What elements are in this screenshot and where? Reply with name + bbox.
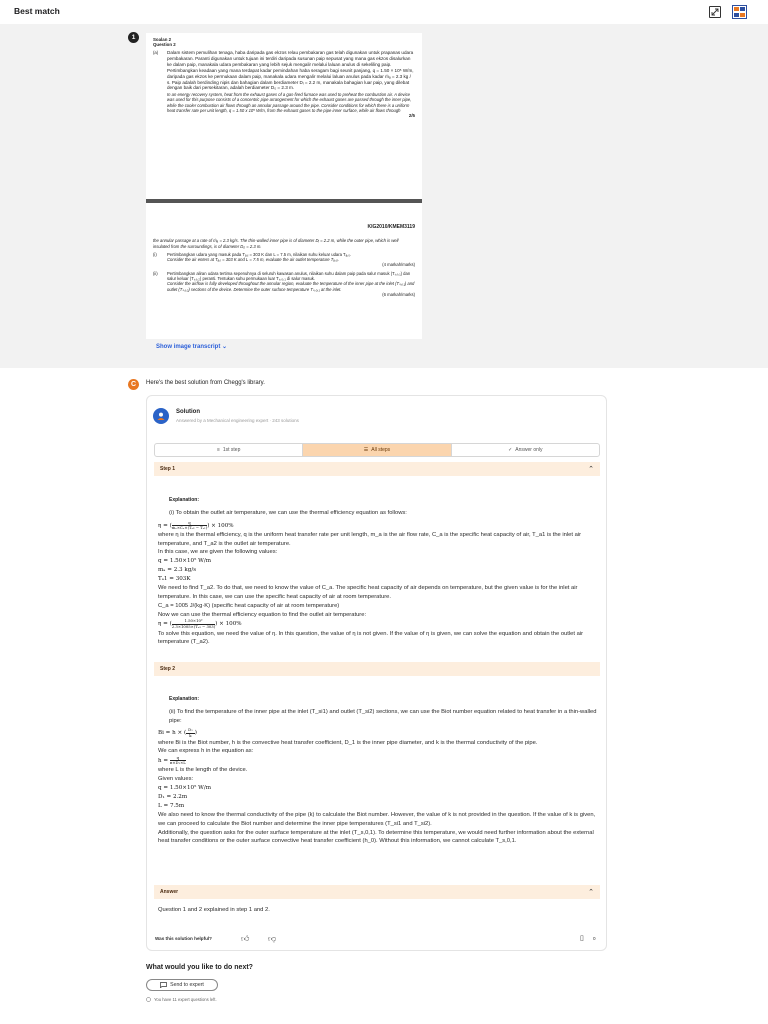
tab-all-steps[interactable]: ☰ All steps [303,444,451,456]
subpart-i-label: (i) [153,251,157,257]
helpful-prompt: Was this solution helpful? [155,936,212,941]
subpart-i-marks: (4 markah/marks) [382,262,415,268]
subpart-i-en: Consider the air enters at Tₐ,ᵢ = 303 K and L = 7.5 m, evaluate the air outlet temperature Tₐ,₀. [167,257,339,263]
solution-title: Solution [176,409,200,415]
answer-body: Question 1 and 2 explained in step 1 and 2. [158,907,270,913]
sheet2-intro: the annular passage at a rate of ṁₐ = 2.3 kg/s. The thin-walled inner pipe is of diameter Dᵢ = 2.2 m, while the outer pipe, which is well insulated from the surroundings, is of diameter D₀ = 2.3 m. [153,238,399,249]
send-icon [160,982,167,988]
chevron-up-icon: ⌃ [588,889,594,896]
subpart-ii-ms: Pertimbangkan aliran udara tertima sepenuhnya di seluruh kawasan anulus, nilaikan suhu dalam paip pada salur masuk (Tₛ,ᵢ,₁) dan salur keluar (Tₛ,ᵢ,₂) peranti. Tentukan suhu permukaan luar Tₛ,₀,₁ di salur masuk. [167,270,411,282]
explanation-label: Explanation: [169,497,200,503]
question-sheet-1 [146,33,422,199]
page-number: 2/5 [408,112,415,118]
step-view-tabs [154,443,600,457]
step-2-header[interactable]: Step 2 [154,662,600,676]
subpart-ii-marks: (6 markah/marks) [382,291,415,297]
chevron-up-icon: ⌃ [588,466,594,473]
question-number-badge: 1 [128,32,139,43]
show-transcript-link[interactable] [156,343,227,350]
chevron-down-icon: ⌄ [222,344,228,350]
question-heading-ms: Soalan 2 [153,37,172,42]
expand-button[interactable] [709,6,721,18]
bookmark-count: 0 [593,936,596,941]
biot-equation: Bi = h × ( $\frac{\text{D₁}}{k}$ ) [158,727,197,738]
part-label: (a) [153,50,159,55]
solution-subtitle: Answered by a Mechanical engineering expert · 243 solutions [176,418,299,423]
list-icon: ≡ [216,447,220,453]
chegg-logo-icon: C [128,379,139,390]
step-1-header[interactable]: Step 1 ⌃ [154,462,600,476]
send-to-expert-button[interactable]: Send to expert [146,979,218,991]
efficiency-equation: η = ( $\frac{q}{\text{ṁₐ×Cₐ×(Tₐ₂ − Tₐ₁)}}$ ) × 100% [158,519,234,530]
subpart-i-ms: Pertimbangkan udara yang masuk pada Tₐ,ᵢ = 303 K dan L = 7.5 m, nilaikan suhu keluar udara Tₐ,₀. [167,251,352,257]
page-title: Best match [14,6,60,16]
grid-icon[interactable] [732,5,747,19]
question-text-en: In an energy recovery system, heat from the exhaust gases of a gas-fired furnace was used to preheat the combustion air. A device was used for this purpose consists of a concentric pipe arrangement for which the exhaust gases are passed through the inner pipe, while the cooler combustion air flows through an annular passage around the pipe. Consider conditions for which there is a uniform heat transfer rate per unit length, q = 1.50 x 10⁵ W/m, from the exhaust gases to the pipe inner surface, while air flows through [167,92,412,113]
course-code: KIG2010/KMEM3119 [367,224,415,230]
question-heading-en: Question 2 [153,42,176,47]
thumbs-down-icon[interactable]: 👎︎ [268,934,277,943]
answer-intro: Here's the best solution from Chegg's library. [146,380,265,386]
next-actions-heading: What would you like to do next? [146,964,253,971]
step-1-body: Explanation: (i) To obtain the outlet air temperature, we can use the thermal efficiency equation as follows: η = ( $\frac{q}{\text{ṁₐ×Cₐ×(Tₐ₂ − Tₐ₁)}}$ ) × 100% where η is the thermal efficiency, q is the uniform heat transfer rate per unit length, m_a is the air flow rate, C_a is the specific heat capacity of air, T_a1 is the inlet air temperature, and T_a2 is the outlet air temperature. In this case, we are given the following values: q = 1.50×10⁵ W/m mₐ = 2.3 kg/s Tₐ1 = 303K We need to find T_a2. To do that, we need to know the value of C_a. The specific heat capacity of air depends on temperature, but the given value is for the inlet air temperature. In this case, we can use the specific heat capacity of air at room temperature. C_a = 1005 J/(kg·K) (specific heat capacity of air at room temperature) Now we can use the thermal efficiency equation to find the outlet air temperature: η = ( $\frac{\text{1.50×10⁵}}{\text{2.3×1005×(Tₐ₂ − 303)}}$ ) × 100% To solve this equation, we need the value of η. In this question, the value of η is not given. If the value of η is given, we can solve the equation and obtain the outlet air temperature (T_a2). [158,496,598,647]
expert-avatar [153,408,169,424]
info-icon [146,997,151,1002]
expert-questions-remaining: You have 11 expert questions left. [146,997,217,1002]
answer-header[interactable]: Answer ⌃ [154,885,600,899]
question-sheet-2 [146,203,422,339]
efficiency-equation-substituted: η = ( $\frac{\text{1.50×10⁵}}{\text{2.3×1005×(Tₐ₂ − 303)}}$ ) × 100% [158,618,242,629]
transcript-link-label: Show image transcript [156,344,221,350]
expert-icon [156,411,166,421]
tab-first-step[interactable]: ≡ 1st step [155,444,303,456]
question-image [146,33,422,339]
thumbs-up-icon[interactable]: 👍︎ [241,934,250,943]
subpart-ii-label: (ii) [153,270,158,276]
explanation-label: Explanation: [169,696,200,702]
solution-card [146,395,607,951]
check-icon: ✓ [508,447,513,453]
step-2-body: Explanation: (ii) To find the temperature of the inner pipe at the inlet (T_si1) and outlet (T_si2) sections, we can use the Biot number equation related to heat transfer in a thin-walled pipe: Bi = h × ( $\frac{\text{D₁}}{k}$ ) where Bi is the Biot number, h is the convective heat transfer coefficient, D_1 is the inner pipe diameter, and k is the thermal conductivity of the pipe. We can express h in the equation as: h = $\frac{q}{\text{π×D₁×L}}$ where L is the length of the device. Given values: q = 1.50×10⁵ W/m D₁ = 2.2m L = 7.5m We also need to know the thermal conductivity of the pipe (k) to calculate the Biot number. However, the value of k is not provided in the question. If the value of k is given, we can proceed to calculate the Biot number and determine the inner pipe temperatures (T_si1 and T_si2). Additionally, the question asks for the outer surface temperature at the inlet (T_s,0,1). To determine this temperature, we would need further information about the external heat transfer conditions or the outer surface convective heat transfer coefficient (h_0). Without this information, we cannot calculate T_s,0,1. [158,696,597,845]
top-bar [0,0,768,24]
question-text-ms: Dalam sistem pemulihan tenaga, haba daripada gas ekzos relau pembakaran gas telah digunakan untuk prapanas udara pembakaran. Paranti digunakan untuk tujuan ini terdiri daripada susunan paip sepusat yang mana gas ekzos disalurkan ke dalam paip, manakala udara pembakaran yang lebih sejuk mengalir melalui laluan anulus di sekeliling paip. Pertimbangkan keadaan yang mana terdapat kadar pemindahan haba seragam bagi seunit panjang, q = 1.50 × 10⁵ W/m, daripada gas ekzos ke permukaan dalam paip, manakala udara mengalir melalui laluan anulus pada kadar ṁₐ = 2.3 kg / s. Paip adalah berdinding nipis dan bahagian dalam berdiameter Dᵢ = 2.2 m, manakala bahagian luar paip, yang dilebat dengan baik dari persekitaran, adalah berdiameter D₀ = 2.3 m. [167,50,414,91]
subpart-ii-en: Consider the airflow is fully developed throughout the annular region, evaluate the temperature of the inner pipe at the inlet (Tₛ,ᵢ,₁) and outlet (Tₛ,ᵢ,₂) sections of the device. Determine the outer surface temperature Tₛ,₀,₁ at the inlet. [167,281,415,292]
expand-icon [711,8,719,16]
bookmark-icon[interactable]: ▯ [580,935,584,942]
h-equation: h = $\frac{q}{\text{π×D₁×L}}$ [158,755,186,766]
tab-answer-only[interactable]: ✓ Answer only [508,447,543,453]
list-icon: ☰ [363,447,369,453]
